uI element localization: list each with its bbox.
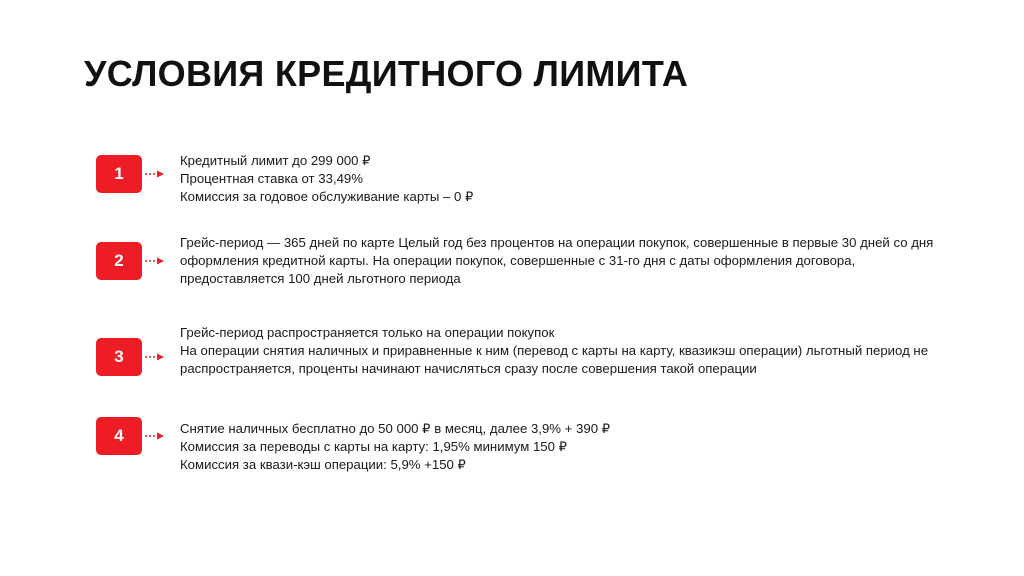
text-paragraph: На операции снятия наличных и приравненные к ним (перевод с карты на карту, квазикэш операции) льготный период не распространяется, проценты начинают начисляться сразу после совершения такой операции — [180, 343, 929, 376]
text-line: Комиссия за переводы с карты на карту: 1,95% минимум 150 ₽ — [180, 439, 568, 454]
condition-text — [180, 234, 940, 288]
slide-title: УСЛОВИЯ КРЕДИТНОГО ЛИМИТА — [84, 53, 689, 94]
text-line: Кредитный лимит до 299 000 ₽ — [180, 153, 371, 168]
text-line: Грейс-период распространяется только на операции покупок — [180, 325, 555, 340]
dotted-arrow-icon — [144, 256, 166, 266]
number-badge: 3 — [96, 338, 142, 376]
number-badge: 2 — [96, 242, 142, 280]
dotted-arrow-icon — [144, 169, 166, 179]
text-line: Снятие наличных бесплатно до 50 000 ₽ в месяц, далее 3,9% + 390 ₽ — [180, 421, 611, 436]
text-paragraph: Грейс-период — 365 дней по карте Целый год без процентов на операции покупок, совершенные в первые 30 дней со дня оформления кредитной карты. На операции покупок, совершенные с 31-го дня с даты оформления договора, предоставляется 100 дней льготного периода — [180, 235, 934, 286]
dotted-arrow-icon — [144, 431, 166, 441]
condition-text — [180, 152, 473, 206]
text-line: Процентная ставка от 33,49% — [180, 171, 363, 186]
number-badge: 1 — [96, 155, 142, 193]
condition-text — [180, 420, 610, 474]
text-line: Комиссия за годовое обслуживание карты – 0 ₽ — [180, 189, 474, 204]
number-badge: 4 — [96, 417, 142, 455]
text-line: Комиссия за квази-кэш операции: 5,9% +150 ₽ — [180, 457, 466, 472]
dotted-arrow-icon — [144, 352, 166, 362]
condition-text — [180, 324, 940, 378]
